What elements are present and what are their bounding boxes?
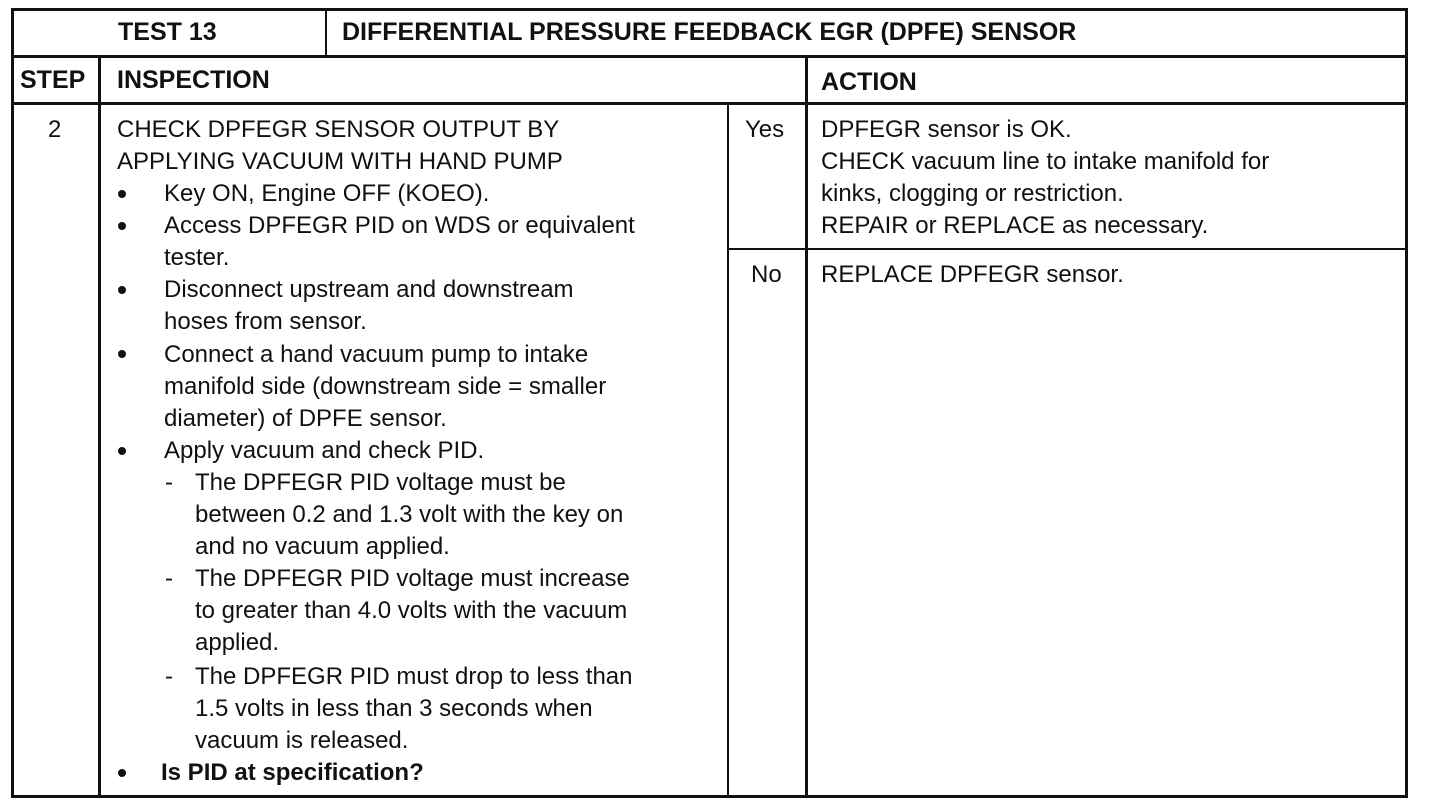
- answer-column-divider: [727, 104, 729, 796]
- bullet-text: tester.: [164, 244, 230, 271]
- bullet-icon: [118, 286, 126, 294]
- answer-no-label: No: [751, 261, 782, 288]
- final-question: Is PID at specification?: [161, 759, 424, 786]
- bullet-icon: [118, 190, 126, 198]
- sub-item-text: 1.5 volts in less than 3 seconds when: [195, 695, 593, 722]
- bullet-icon: [118, 769, 126, 777]
- yes-no-divider: [727, 248, 1408, 250]
- test-title-divider: [325, 8, 327, 57]
- bullet-text: diameter) of DPFE sensor.: [164, 405, 447, 432]
- answer-yes-label: Yes: [745, 116, 785, 143]
- step-number: 2: [48, 116, 62, 143]
- bullet-text: Apply vacuum and check PID.: [164, 437, 485, 464]
- action-yes-line: REPAIR or REPLACE as necessary.: [821, 212, 1209, 239]
- test-label: TEST 13: [118, 18, 217, 46]
- step-column-divider: [98, 57, 101, 797]
- dash-marker: -: [165, 565, 173, 592]
- sub-item-text: vacuum is released.: [195, 727, 409, 754]
- column-header-action: ACTION: [821, 68, 917, 96]
- test-title: DIFFERENTIAL PRESSURE FEEDBACK EGR (DPFE) SENSOR: [342, 18, 1077, 46]
- action-yes-line: DPFEGR sensor is OK.: [821, 116, 1072, 143]
- bullet-icon: [118, 350, 126, 358]
- bullet-text: Access DPFEGR PID on WDS or equivalent: [164, 212, 635, 239]
- bullet-text: manifold side (downstream side = smaller: [164, 373, 607, 400]
- sub-item-text: The DPFEGR PID voltage must increase: [195, 565, 630, 592]
- sub-item-text: and no vacuum applied.: [195, 533, 450, 560]
- action-no-line: REPLACE DPFEGR sensor.: [821, 261, 1124, 288]
- column-header-divider: [11, 102, 1408, 105]
- column-header-step: STEP: [20, 66, 86, 94]
- table-border-top: [11, 8, 1408, 11]
- inspection-title-line: CHECK DPFEGR SENSOR OUTPUT BY: [117, 116, 560, 143]
- action-yes-line: CHECK vacuum line to intake manifold for: [821, 148, 1270, 175]
- header-divider: [11, 55, 1408, 58]
- sub-item-text: to greater than 4.0 volts with the vacuum: [195, 597, 628, 624]
- sub-item-text: The DPFEGR PID voltage must be: [195, 469, 566, 496]
- action-column-divider: [805, 57, 808, 797]
- column-header-inspection: INSPECTION: [117, 66, 270, 94]
- bullet-text: Disconnect upstream and downstream: [164, 276, 574, 303]
- sub-item-text: The DPFEGR PID must drop to less than: [195, 663, 633, 690]
- bullet-text: Connect a hand vacuum pump to intake: [164, 341, 589, 368]
- sub-item-text: between 0.2 and 1.3 volt with the key on: [195, 501, 624, 528]
- inspection-title-line: APPLYING VACUUM WITH HAND PUMP: [117, 148, 563, 175]
- bullet-text: Key ON, Engine OFF (KOEO).: [164, 180, 490, 207]
- table-border-bottom: [11, 795, 1408, 798]
- dash-marker: -: [165, 663, 173, 690]
- bullet-text: hoses from sensor.: [164, 308, 367, 335]
- bullet-icon: [118, 222, 126, 230]
- sub-item-text: applied.: [195, 629, 280, 656]
- table-border-right: [1405, 8, 1408, 798]
- dash-marker: -: [165, 469, 173, 496]
- bullet-icon: [118, 447, 126, 455]
- table-border-left: [11, 8, 14, 798]
- action-yes-line: kinks, clogging or restriction.: [821, 180, 1124, 207]
